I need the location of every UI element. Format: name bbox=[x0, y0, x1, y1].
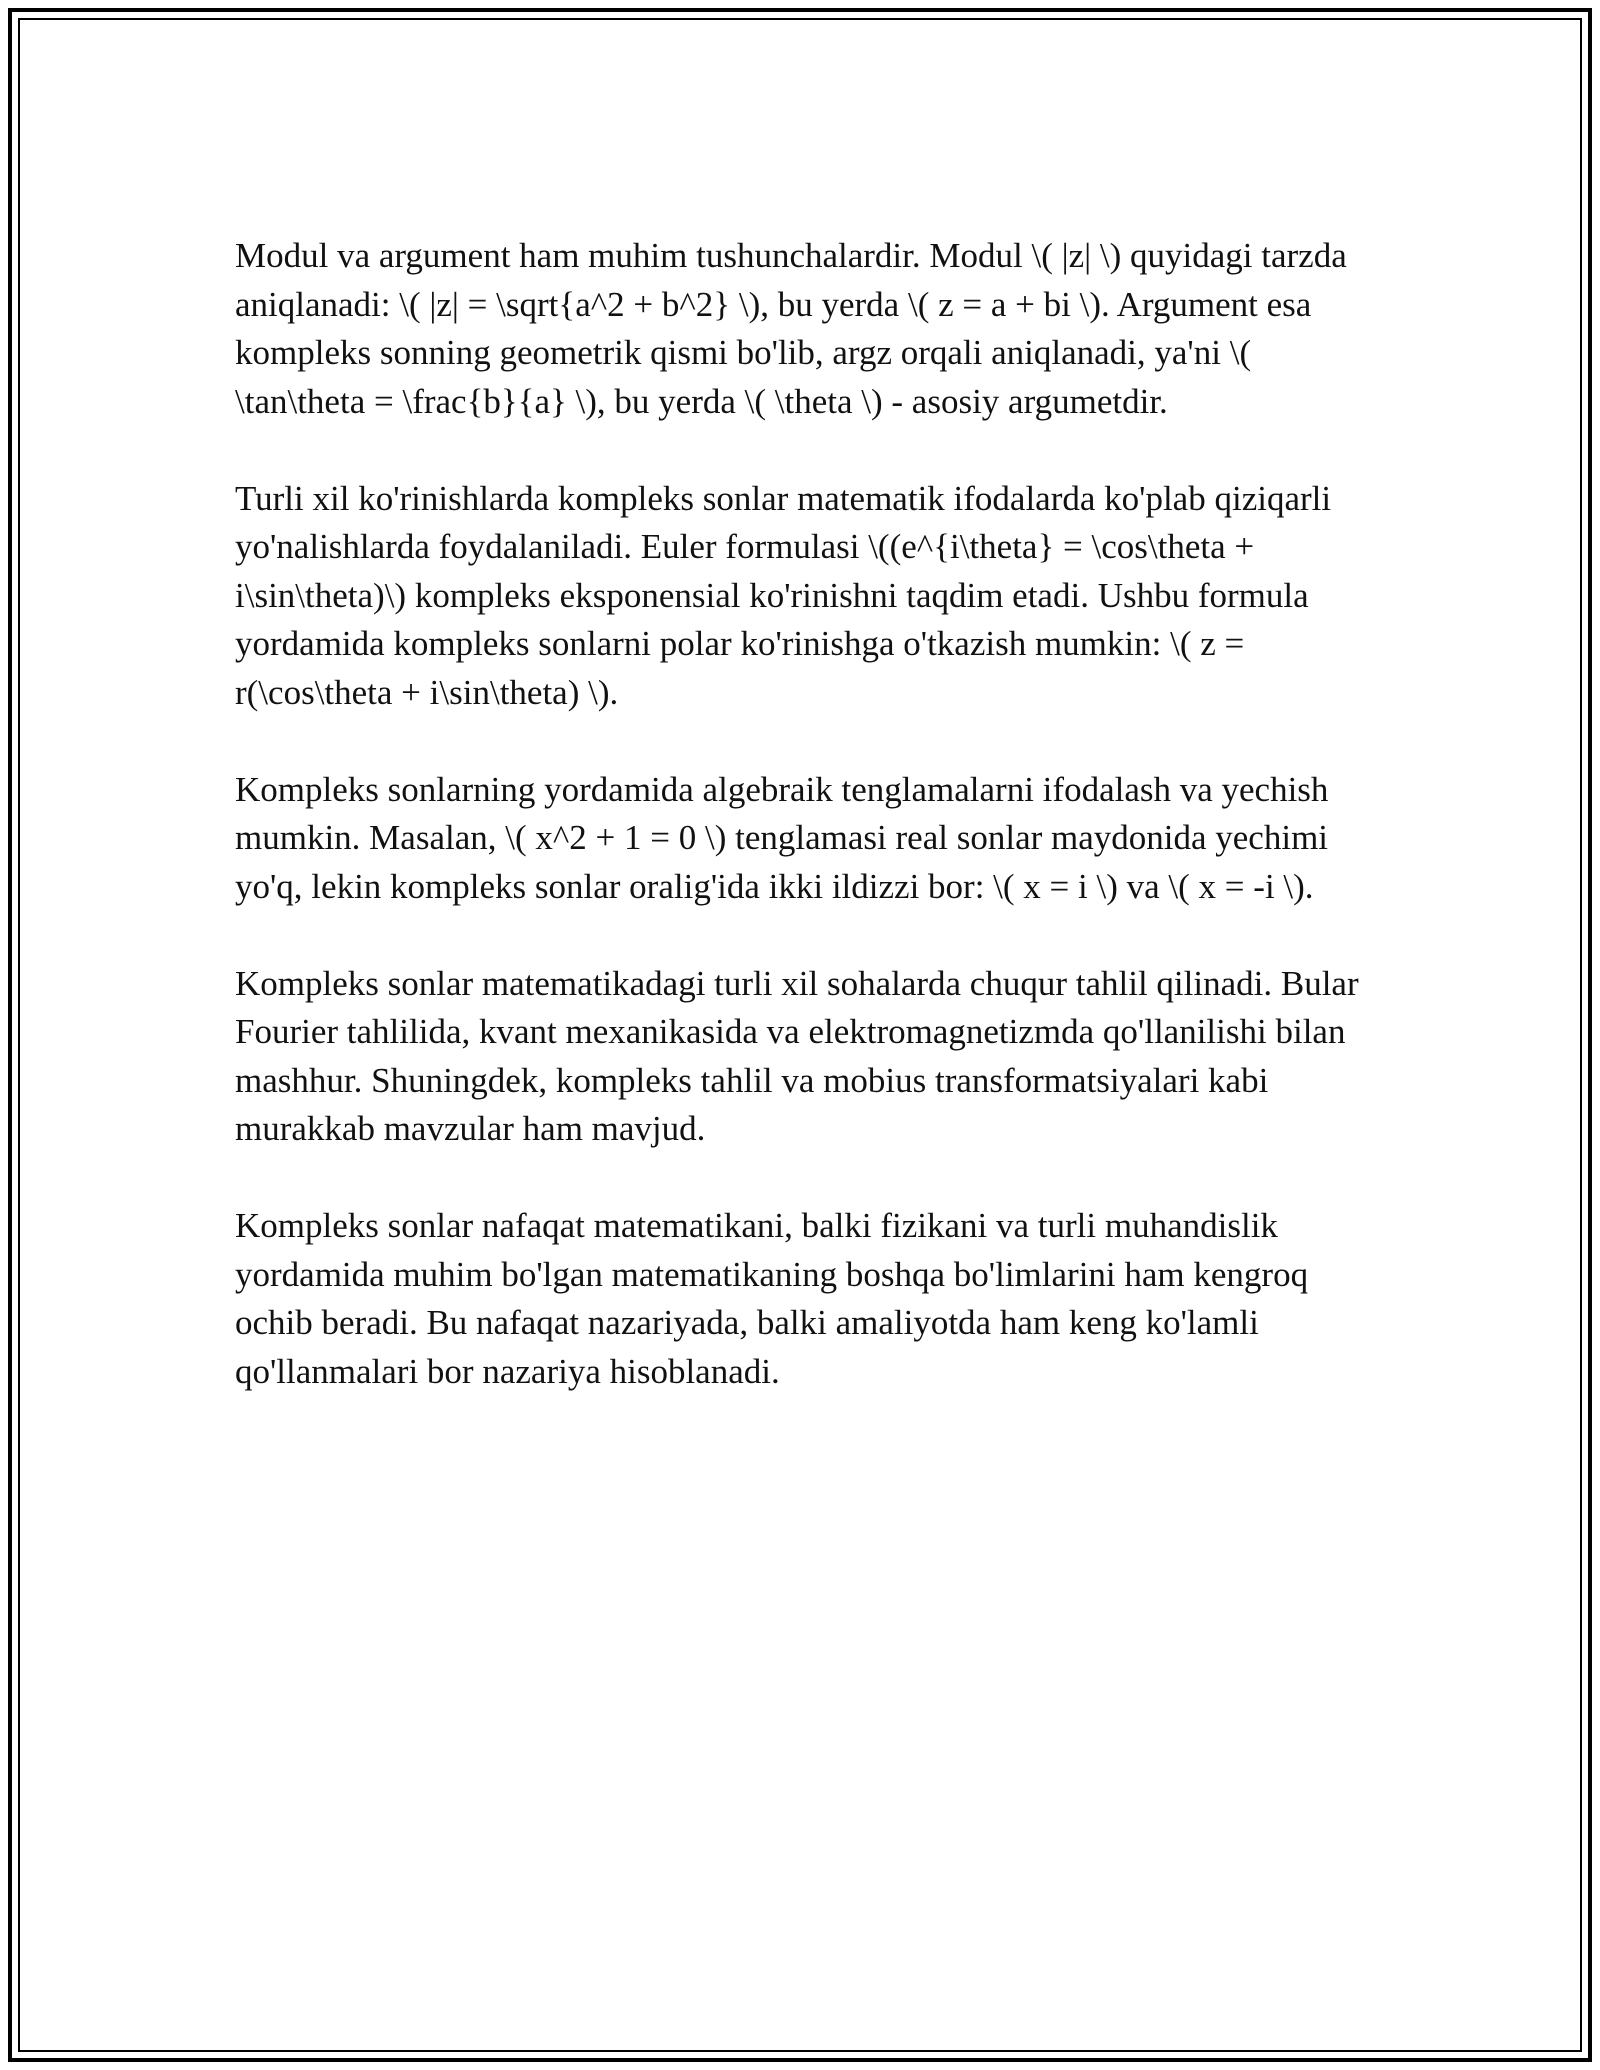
paragraph-conclusion: Kompleks sonlar nafaqat matematikani, balki fizikani va turli muhandislik yordamida muhim bo'lgan matematikaning boshqa bo'limlarini ham kengroq ochib beradi. Bu nafaqat nazariyada, balki amaliyotda ham keng ko'lamli qo'llanmalari bor nazariya hisoblanadi. bbox=[235, 1206, 1309, 1391]
paragraph-euler-formula: Turli xil ko'rinishlarda kompleks sonlar matematik ifodalarda ko'plab qiziqarli yo'nalishlarda foydalaniladi. Euler formulasi \((e^{i\theta} = \cos\theta + i\sin\theta)\) kompleks eksponensial ko'rinishni taqdim etadi. Ushbu formula yordamida kompleks sonlarni polar ko'rinishga o'tkazish mumkin: \( z = r(\cos\theta + i\sin\theta) \). bbox=[235, 478, 1332, 712]
paragraph-applications: Kompleks sonlar matematikadagi turli xil sohalarda chuqur tahlil qilinadi. Bular Fourier tahlilida, kvant mexanikasida va elektromagnetizmda qo'llanilishi bilan mashhur. Shuningdek, kompleks tahlil va mobius transformatsiyalari kabi murakkab mavzular ham mavjud. bbox=[235, 963, 1359, 1148]
document-body bbox=[235, 232, 1370, 1445]
paragraph-modulus-argument: Modul va argument ham muhim tushunchalardir. Modul \( |z| \) quyidagi tarzda aniqlanadi: \( |z| = \sqrt{a^2 + b^2} \), bu yerda \( z = a + bi \). Argument esa kompleks sonning geometrik qismi bo'lib, argz orqali aniqlanadi, ya'ni \( \tan\theta = \frac{b}{a} \), bu yerda \( \theta \) - asosiy argumetdir. bbox=[235, 236, 1347, 421]
paragraph-algebraic-equations: Kompleks sonlarning yordamida algebraik tenglamalarni ifodalash va yechish mumkin. Masalan, \( x^2 + 1 = 0 \) tenglamasi real sonlar maydonida yechimi yo'q, lekin kompleks sonlar oralig'ida ikki ildizzi bor: \( x = i \) va \( x = -i \). bbox=[235, 769, 1329, 906]
